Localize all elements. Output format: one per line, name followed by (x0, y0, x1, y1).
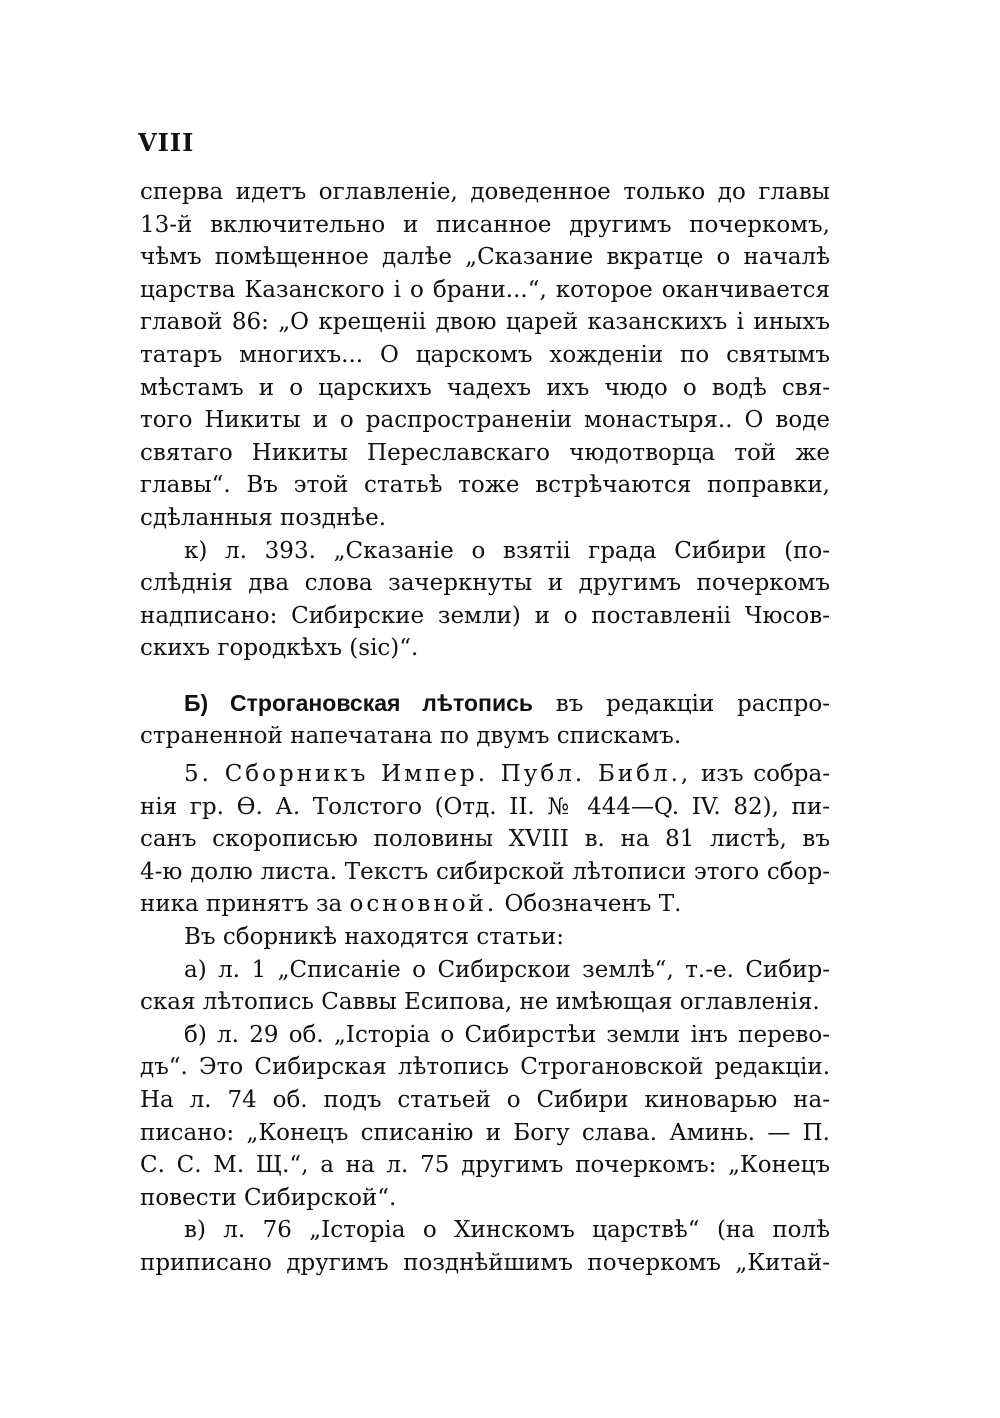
text-line: главой 86: „О крещеніі двою царей казанскихъ і иныхъ (140, 309, 830, 336)
section-b-text: въ редакціи распро- (555, 690, 830, 717)
item-b-line: б) л. 29 об. „Історіа о Сибирстѣи земли інъ перево- (184, 1021, 830, 1048)
text-line: татаръ многихъ... О царскомъ хожденіи по святымъ (140, 341, 830, 368)
text-line: страненной напечатана по двумъ спискамъ. (140, 722, 682, 749)
text-span: Обозначенъ Т. (504, 891, 682, 918)
text-line: сдѣланныя позднѣе. (140, 504, 387, 531)
section-gap (140, 665, 830, 687)
section-b-heading: Б) Строгановская лѣтопись (184, 689, 534, 716)
text-line (140, 888, 830, 921)
text-line: дъ“. Это Сибирская лѣтопись Строгановской редакціи. (140, 1054, 830, 1081)
text-line: святаго Никиты Переславскаго чюдотворца той же (140, 439, 830, 466)
text-line: ская лѣтопись Саввы Есипова, не имѣющая оглавленія. (140, 989, 820, 1016)
text-line: царства Казанского і о брани...“, которое оканчивается (140, 276, 830, 303)
text-line: С. С. М. Щ.“, а на л. 75 другимъ почеркомъ: „Конецъ (140, 1152, 830, 1179)
text-line: 4-ю долю листа. Текстъ сибирской лѣтописи этого сбор- (140, 858, 830, 885)
text-line: санъ скорописью половины XVIII в. на 81 листѣ, въ (140, 826, 830, 853)
item-5-text: изъ собра- (700, 761, 830, 788)
item-k-line: к) л. 393. „Сказаніе о взятіі града Сибири (по- (184, 537, 830, 564)
text-line: чѣмъ помѣщенное далѣе „Сказание вкратце о началѣ (140, 244, 830, 271)
body-text (140, 176, 830, 1280)
text-line: главы“. Въ этой статьѣ тоже встрѣчаются поправки, (140, 472, 830, 499)
text-line: 13-й включительно и писанное другимъ почеркомъ, (140, 211, 830, 238)
text-line: надписано: Сибирские земли) и о поставленіі Чюсов- (140, 602, 830, 629)
section-b-line (140, 687, 830, 720)
item-v-line: в) л. 76 „Історіа о Хинскомъ царствѣ“ (на полѣ (184, 1217, 830, 1244)
text-span: ника принятъ за (140, 891, 343, 918)
text-line: приписано другимъ позднѣйшимъ почеркомъ „Китай- (140, 1250, 830, 1276)
item-5-title: 5. Сборникъ Импер. Публ. Библ., (184, 761, 692, 788)
page-number: VIII (138, 128, 195, 157)
text-line: того Никиты и о распространеніи монастыря.. О воде (140, 407, 830, 434)
text-line: повести Сибирской“. (140, 1184, 397, 1211)
text-line: скихъ городкѣхъ (sic)“. (140, 635, 419, 662)
emphasized-word: основной. (349, 891, 498, 918)
item-5-line (140, 758, 830, 791)
text-line: писано: „Конецъ списанію и Богу слава. Аминь. — П. (140, 1119, 830, 1146)
text-line: нія гр. Ѳ. А. Толстого (Отд. II. № 444—Q. IV. 82), пи- (140, 793, 830, 820)
item-a-line: а) л. 1 „Списаніе о Сибирскои землѣ“, т.-е. Сибир- (184, 956, 830, 983)
text-line: На л. 74 об. подъ статьей о Сибири киноварью на- (140, 1087, 830, 1114)
text-line: слѣднія два слова зачеркнуты и другимъ почеркомъ (140, 570, 830, 597)
text-line: мѣстамъ и о царскихъ чадехъ ихъ чюдо о водѣ свя- (140, 374, 830, 401)
text-line: сперва идетъ оглавленіе, доведенное только до главы (140, 179, 830, 205)
text-line: Въ сборникѣ находятся статьи: (184, 924, 564, 951)
